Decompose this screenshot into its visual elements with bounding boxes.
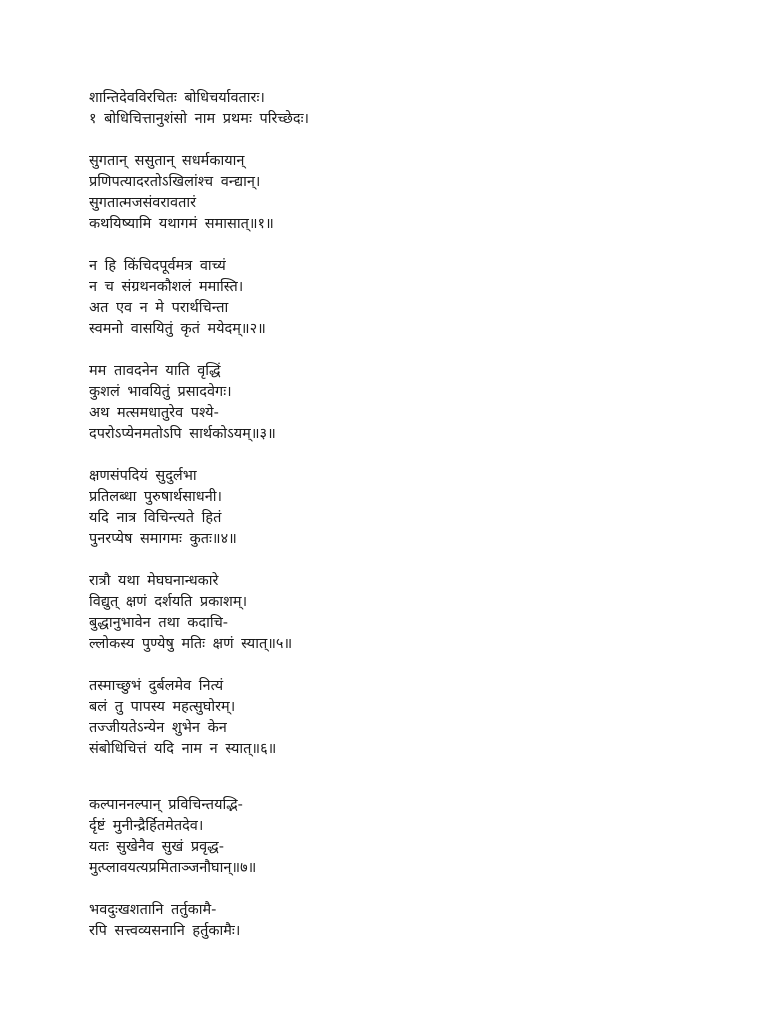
- header-chapter: १ बोधिचित्तानुशंसो नाम प्रथमः परिच्छेदः।: [89, 111, 310, 127]
- stanza-gap: [89, 550, 689, 571]
- stanza-gap: [89, 340, 689, 361]
- verse-3-line-3: अथ मत्समधातुरेव पश्ये-: [89, 405, 219, 421]
- verse-1-line-4: कथयिष्यामि यथागमं समासात्॥१॥: [89, 216, 274, 232]
- verse-4-line-2: प्रतिलब्धा पुरुषार्थसाधनी।: [89, 489, 223, 505]
- verse-2-line-1: न हि किंचिदपूर्वमत्र वाच्यं: [89, 258, 226, 274]
- stanza-gap: [89, 655, 689, 676]
- verse-3-line-1: मम तावदनेन याति वृद्धिं: [89, 363, 221, 379]
- verse-5-line-3: बुद्धानुभावेन तथा कदाचि-: [89, 615, 229, 631]
- verse-2-line-3: अत एव न मे परार्थचिन्ता: [89, 300, 229, 316]
- verse-3-line-2: कुशलं भावयितुं प्रसादवेगः।: [89, 384, 232, 400]
- stanza-gap: [89, 235, 689, 256]
- verse-7-line-3: यतः सुखेनैव सुखं प्रवृद्ध-: [89, 839, 224, 855]
- verse-7-line-1: कल्पाननल्पान् प्रविचिन्तयद्भि-: [89, 797, 243, 813]
- verse-4-line-1: क्षणसंपदियं सुदुर्लभा: [89, 468, 197, 484]
- stanza-gap: [89, 445, 689, 466]
- verse-5-line-4: ल्लोकस्य पुण्येषु मतिः क्षणं स्यात्॥५॥: [89, 636, 293, 652]
- verse-5-line-1: रात्रौ यथा मेघघनान्धकारे: [89, 573, 219, 589]
- stanza-gap: [89, 130, 689, 151]
- verse-5-line-2: विद्युत् क्षणं दर्शयति प्रकाशम्।: [89, 594, 248, 610]
- verse-1-line-2: प्रणिपत्यादरतोऽखिलांश्च वन्द्यान्।: [89, 174, 261, 190]
- verse-1-line-1: सुगतान् ससुतान् सधर्मकायान्: [89, 153, 245, 169]
- verse-1-line-3: सुगतात्मजसंवरावतारं: [89, 195, 197, 211]
- text-body: [89, 88, 689, 942]
- verse-2-line-2: न च संग्रथनकौशलं ममास्ति।: [89, 279, 244, 295]
- stanza-gap: [89, 760, 689, 795]
- verse-3-line-4: दपरोऽप्येनमतोऽपि सार्थकोऽयम्॥३॥: [89, 426, 276, 442]
- verse-4-line-3: यदि नात्र विचिन्त्यते हितं: [89, 510, 222, 526]
- verse-4-line-4: पुनरप्येष समागमः कुतः॥४॥: [89, 531, 237, 547]
- verse-6-line-2: बलं तु पापस्य महत्सुघोरम्।: [89, 699, 236, 715]
- stanza-gap: [89, 879, 689, 900]
- verse-6-line-1: तस्माच्छुभं दुर्बलमेव नित्यं: [89, 678, 224, 694]
- verse-6-line-4: संबोधिचित्तं यदि नाम न स्यात्॥६॥: [89, 741, 277, 757]
- verse-7-line-2: र्दृष्टं मुनीन्द्रैर्हितमेतदेव।: [89, 818, 204, 834]
- verse-6-line-3: तज्जीयतेऽन्येन शुभेन केन: [89, 720, 227, 736]
- verse-7-line-4: मुत्प्लावयत्यप्रमिताञ्जनौघान्॥७॥: [89, 860, 257, 876]
- verse-8-line-1: भवदुःखशतानि तर्तुकामै-: [89, 902, 217, 918]
- verse-8-line-2: रपि सत्त्वव्यसनानि हर्तुकामैः।: [89, 923, 241, 939]
- verse-2-line-4: स्वमनो वासयितुं कृतं मयेदम्॥२॥: [89, 321, 266, 337]
- header-title: शान्तिदेवविरचितः बोधिचर्यावतारः।: [89, 90, 265, 106]
